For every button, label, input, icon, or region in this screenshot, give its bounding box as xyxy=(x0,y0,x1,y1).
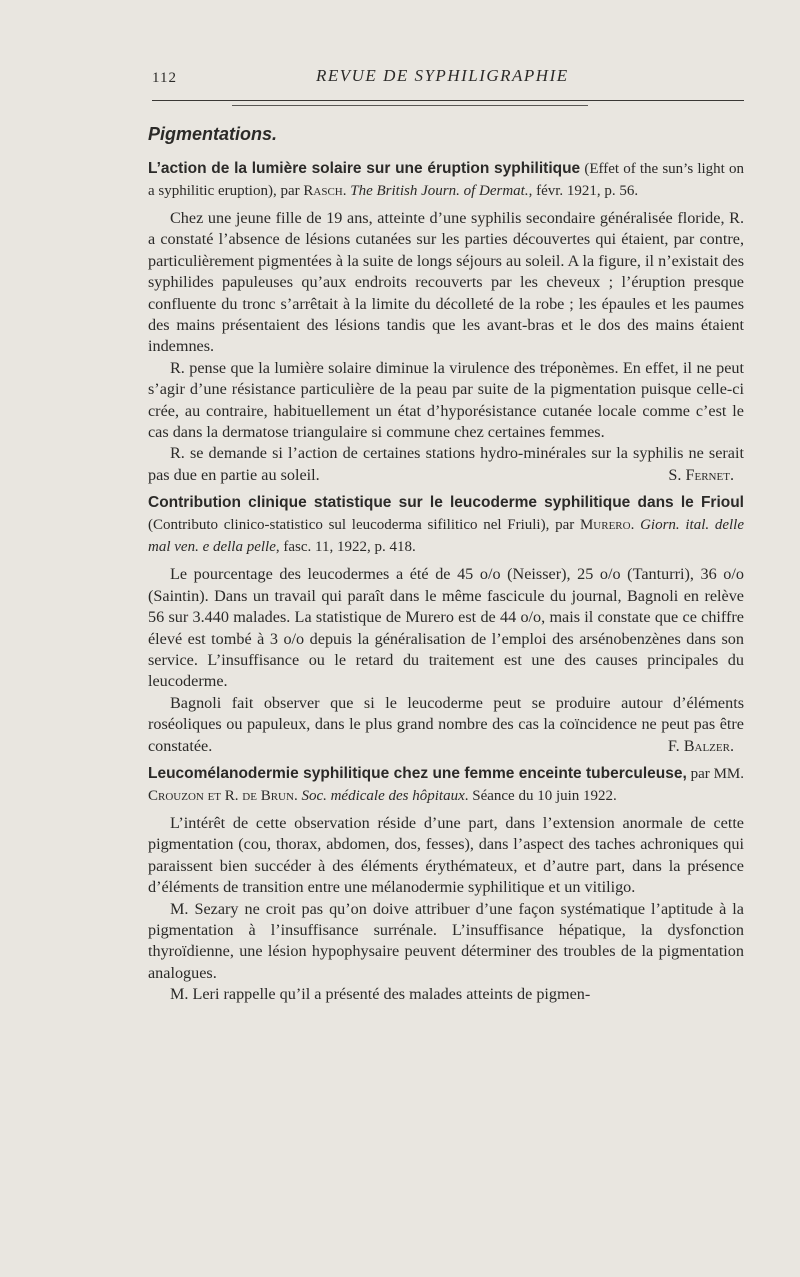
signature: S. Fernet. xyxy=(668,465,734,484)
paragraph xyxy=(148,443,744,486)
article-heading xyxy=(148,763,744,807)
article-reference: (Effet of the sun’s light on a syphilitic eruption), par xyxy=(148,161,744,199)
article-journal: Soc. médicale des hôpitaux xyxy=(301,787,465,804)
article-journal: The British Journ. of Dermat. xyxy=(350,183,529,199)
article-reference-end: , fasc. 11, 1922, p. 418. xyxy=(275,539,416,556)
paragraph: Le pourcentage des leucodermes a été de 45 o/o (Neisser), 25 o/o (Tanturri), 36 o/o (Saintin). Dans un travail qui paraît dans le même fascicule du journal, Bagnoli en relève 56 sur 3.440 malades. La statistique de Murero est de 44 o/o, mais il constate que ce chiffre élevé est tombé à 3 o/o depuis la généralisation de l’emploi des arsénobenzènes dans son service. L’insuffisance ou le retard du traitement est une des causes principales du leucoderme. xyxy=(148,565,744,691)
article-reference-end: , févr. 1921, p. 56. xyxy=(528,183,639,199)
article-title: L’action de la lumière solaire sur une éruption syphilitique xyxy=(148,160,581,177)
article-2 xyxy=(148,492,744,757)
running-header xyxy=(148,66,748,90)
paragraph-text: Bagnoli fait observer que si le leucoderme peut se produire autour d’éléments roséoliques ou papuleux, dans le plus grand nombre des cas la coïncidence ne peut pas être constatée. xyxy=(148,693,744,755)
reference-separator: . xyxy=(342,183,351,199)
article-title: Contribution clinique statistique sur le leucoderme syphilitique dans le Frioul xyxy=(148,494,744,512)
paragraph: M. Leri rappelle qu’il a présenté des malades atteints de pigmen- xyxy=(170,985,591,1004)
paragraph: R. pense que la lumière solaire diminue la virulence des tréponèmes. En effet, il ne peut s’agir d’une résistance particulière de la peau par suite de la pigmentation puisque celle-ci crée, au contraire, habituellement un état d’hyporésistance cutanée locale comme c’est le cas dans la dermatose triangulaire si commune chez certaines femmes. xyxy=(148,358,744,442)
article-heading xyxy=(148,158,744,202)
article-author: Crouzon et R. de Brun xyxy=(148,787,294,804)
paragraph: L’intérêt de cette observation réside d’une part, dans l’extension anormale de cette pigmentation (cou, thorax, abdomen, dos, fesses), dans l’aspect des taches achroniques qui paraissent bien succéder à des éléments érythémateux, et d’autre part, dans la présence d’éléments de transition entre une mélanodermie syphilitique et un vitiligo. xyxy=(148,813,744,897)
header-rule-thin xyxy=(232,105,588,106)
page-number: 112 xyxy=(152,70,177,86)
reference-separator: . xyxy=(293,787,302,804)
article-1 xyxy=(148,158,744,486)
signature: F. Balzer. xyxy=(667,736,734,755)
article-heading xyxy=(148,492,744,558)
article-reference: (Contributo clinico-statistico sul leucoderma sifilitico nel Friuli), par xyxy=(148,517,580,534)
page-content xyxy=(148,124,744,1006)
header-rule xyxy=(152,100,744,101)
paragraph-text: R. se demande si l’action de certaines stations hydro-minérales sur la syphilis ne serait pas due en partie au soleil. xyxy=(148,444,744,484)
article-3 xyxy=(148,763,744,1006)
reference-separator: . xyxy=(630,517,641,534)
running-title: REVUE DE SYPHILIGRAPHIE xyxy=(316,66,569,85)
article-author: Rasch xyxy=(303,183,343,199)
article-reference-end: . Séance du 10 juin 1922. xyxy=(464,787,617,804)
paragraph: M. Sezary ne croit pas qu’on doive attribuer d’une façon systématique l’aptitude à la pigmentation à l’insuffisance surrénale. L’insuffisance hépatique, la dysfonction thyroïdienne, une lésion hypophysaire peuvent déterminer des troubles de la pigmentation analogues. xyxy=(148,899,744,982)
article-title: Leucomélanodermie syphilitique chez une femme enceinte tuberculeuse, xyxy=(148,764,687,782)
paragraph xyxy=(148,693,744,757)
paragraph: Chez une jeune fille de 19 ans, atteinte d’une syphilis secondaire généralisée floride, R. a constaté l’absence de lésions cutanées sur les parties découvertes qui étaient, par contre, particulièrement pigmentées à la suite de longs séjours au soleil. A la figure, il n’existait des syphilides papuleuses qu’aux endroits recouverts par les cheveux ; l’éruption presque confluente du tronc s’arrêtait à la limite du décolleté de la robe ; les épaules et les paumes des mains présentaient des lésions tandis que les avant-bras et le dos des mains étaient indemnes. xyxy=(148,209,744,356)
article-journal: Giorn. ital. delle mal ven. e della pelle xyxy=(148,517,744,556)
article-author: Murero xyxy=(579,517,631,534)
article-reference: par MM. xyxy=(686,765,744,782)
section-title: Pigmentations. xyxy=(148,124,278,144)
